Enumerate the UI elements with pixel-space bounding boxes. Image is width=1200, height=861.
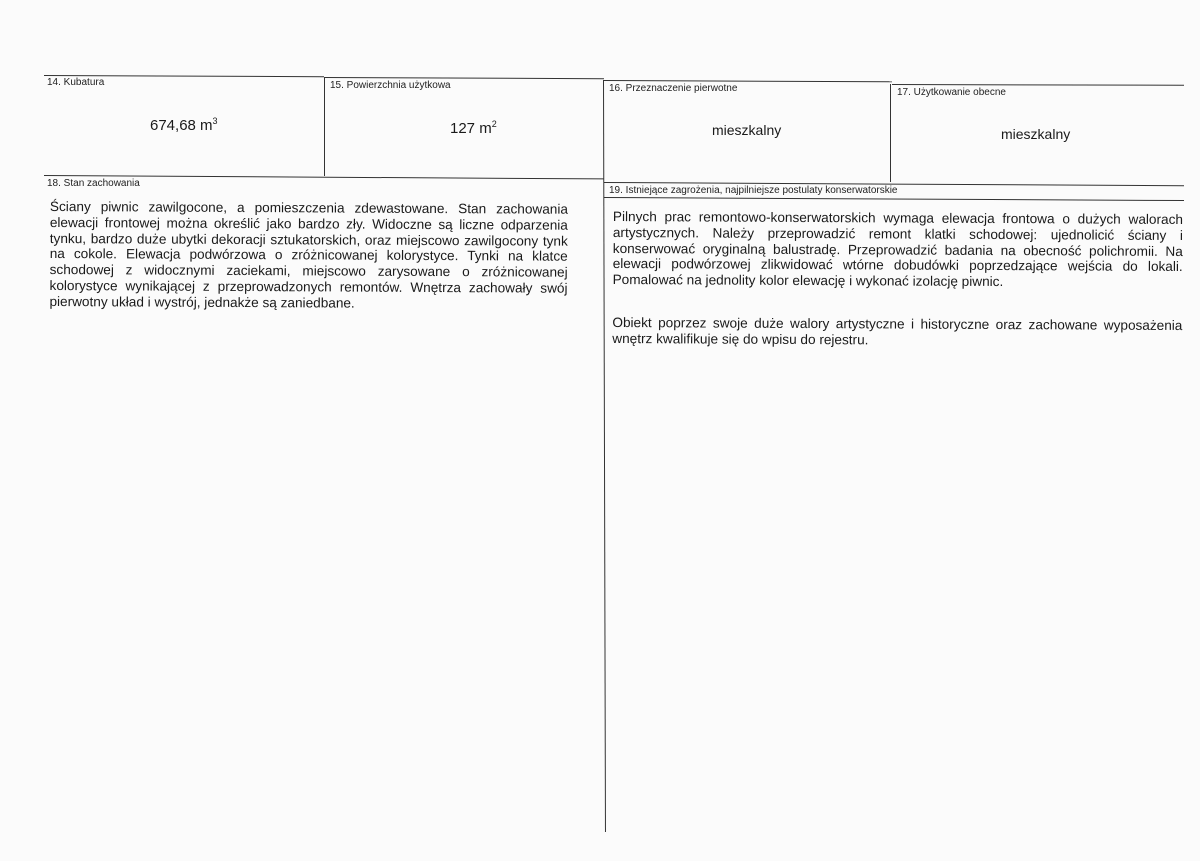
top-rule: [324, 77, 604, 79]
field-label-kubatura: 14. Kubatura: [47, 77, 105, 88]
zagrozenia-paragraph-2: Obiekt poprzez swoje duże walory artystyczne i historyczne oraz zachowane wyposażenia wnętrz kwalifikuje się do wpisu do rejestru.: [612, 314, 1183, 348]
zagrozenia-paragraph-1: Pilnych prac remontowo-konserwatorskich wymaga elewacja frontowa o dużych walorach artystycznych. Należy przeprowadzić remont klatki schodowej: ujednolicić ściany i konserwować oryginalną balustradę. Przeprowadzić badania na obecność polichromii. Na elewacji podwórzowej zlikwidować wtórne dobudówki poprzedzające wejścia do lokali. Pomalować na jednolity kolor elewację i wykonać izolację piwnic.: [612, 209, 1183, 290]
column-divider: [890, 84, 891, 182]
top-rule: [892, 84, 1184, 86]
field-value-kubatura: [150, 116, 218, 134]
kubatura-number: 674,68 m: [150, 117, 213, 134]
field-text-stan: [49, 199, 568, 312]
section-rule: [604, 197, 1184, 201]
field-value-uzytkowanie: mieszkalny: [1001, 126, 1071, 142]
field-label-przeznaczenie: 16. Przeznaczenie pierwotne: [609, 83, 738, 94]
field-label-stan: 18. Stan zachowania: [47, 178, 140, 189]
powierzchnia-number: 127 m: [450, 120, 492, 137]
field-label-uzytkowanie: 17. Użytkowanie obecne: [897, 87, 1006, 98]
powierzchnia-unit-exponent: 2: [491, 119, 497, 129]
field-label-zagrozenia: 19. Istniejące zagrożenia, najpilniejsze postulaty konserwatorskie: [609, 185, 898, 196]
field-label-powierzchnia: 15. Powierzchnia użytkowa: [330, 80, 451, 91]
top-rule: [604, 80, 892, 82]
field-value-przeznaczenie: mieszkalny: [712, 122, 782, 138]
field-value-powierzchnia: [450, 119, 497, 137]
stan-paragraph: Ściany piwnic zawilgocone, a pomieszczenia zdewastowane. Stan zachowania elewacji frontowej można określić jako bardzo zły. Widoczne są liczne odparzenia tynku, bardzo duże ubytki dekoracji sztukatorskich, oraz miejscowo zawilgocony tynk na cokole. Elewacja podwórzowa o zróżnicowanej kolorystyce. Tynki na klatce schodowej z widocznymi zaciekami, miejscowo zarysowane o zróżnicowanej kolorystyce wynikającej z przeprowadzonych remontów. Wnętrza zachowały swój pierwotny układ i wystrój, jednakże są zaniedbane.: [49, 199, 568, 311]
column-divider: [603, 80, 606, 832]
field-text-zagrozenia: [612, 209, 1183, 350]
kubatura-unit-exponent: 3: [212, 116, 218, 126]
column-divider: [324, 77, 325, 176]
